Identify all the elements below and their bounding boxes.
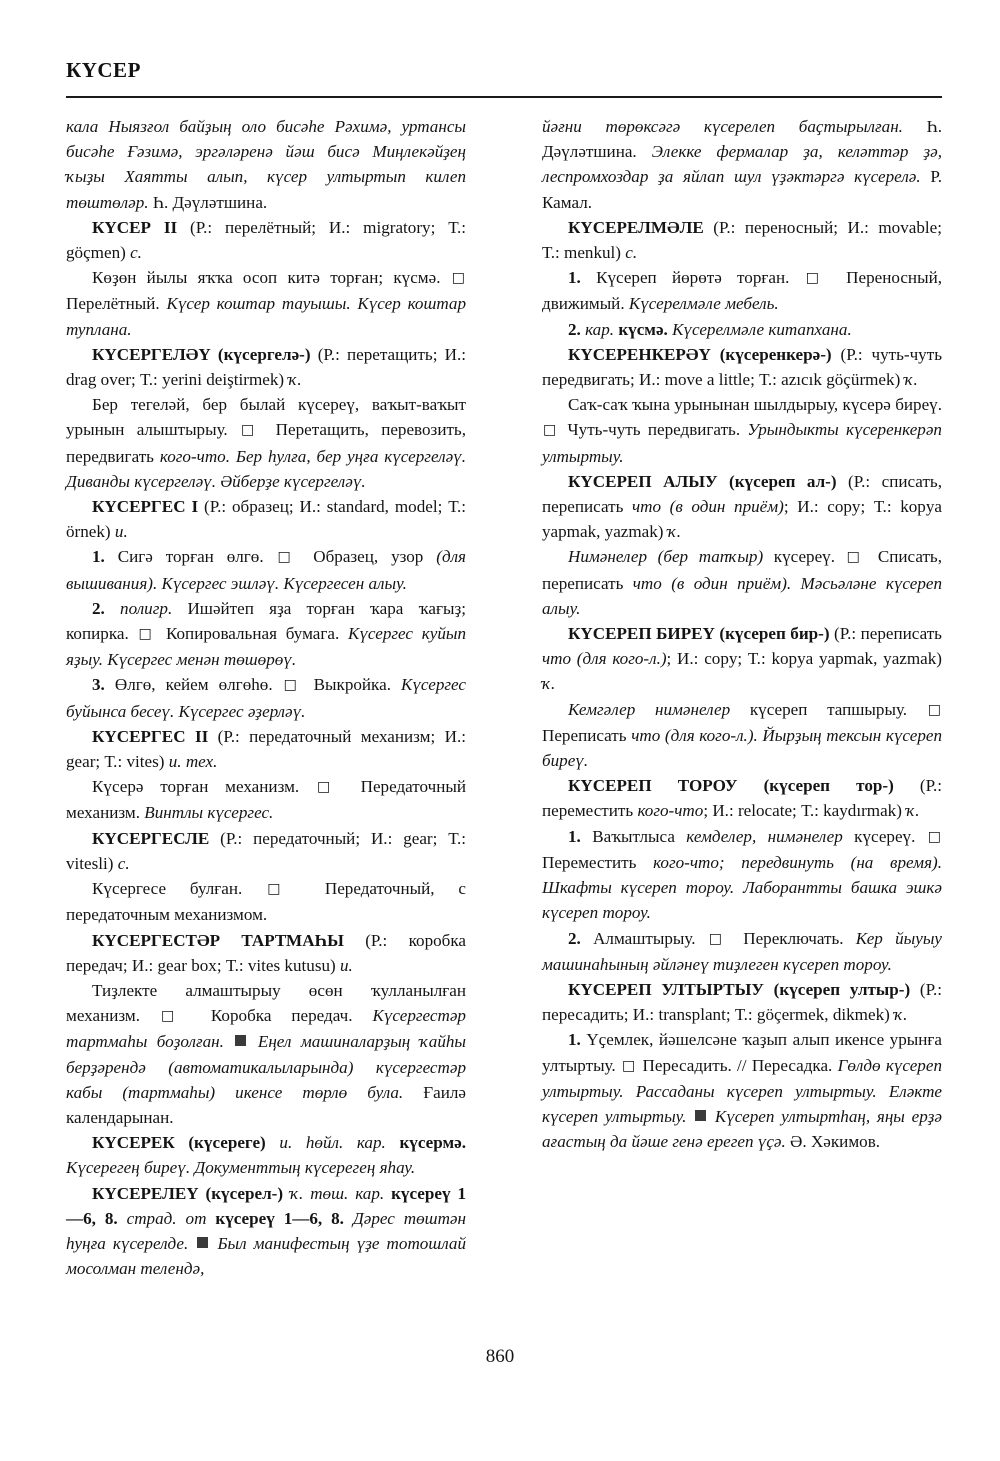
entry-paragraph <box>66 774 466 825</box>
headword: КҮСЕРГЕС I <box>92 497 199 517</box>
roman-text: Копировальная бумага. <box>157 624 348 644</box>
block-marker <box>195 1234 217 1253</box>
block-marker <box>233 1032 257 1051</box>
italic-text: кемделер, нимәнелер <box>686 826 843 846</box>
italic-text: ҡ. <box>904 370 918 390</box>
entry-paragraph <box>66 826 466 876</box>
filled-block-icon <box>197 1237 208 1248</box>
roman-text: ; И.: copy; Т.: kopya yapmak, yazmak) <box>542 497 942 542</box>
italic-text: ҡ. <box>894 1005 908 1025</box>
roman-text: Пересадить. // Пересадка. <box>637 1055 838 1075</box>
left-text-column <box>66 114 466 1324</box>
italic-text: Күсергес куйып яҙыу. Күсергес менән төшөрөү. <box>66 624 466 670</box>
roman-text: (Р.: чуть-чуть передвигать; И.: move a little; Т.: azıcık göçürmek) <box>542 344 942 390</box>
headword: КҮСЕРГЕСТӘР ТАРТМАҺЫ <box>92 930 344 950</box>
entry-paragraph <box>542 342 942 392</box>
right-text-column <box>542 114 942 1324</box>
open-square-icon: □ <box>927 701 941 718</box>
entry-paragraph <box>66 672 466 723</box>
italic-text: Күсерелмәле мебель. <box>628 294 779 314</box>
roman-text: (Р.: образец; И.: standard, model; Т.: örnek) <box>66 497 466 542</box>
roman-text: Переписать <box>542 725 632 745</box>
headword: КҮСЕРГЕЛӘҮ (күсергелә-) <box>92 344 311 364</box>
headword: КҮСЕРЕП БИРЕҮ (күсереп бир-) <box>568 624 830 644</box>
open-square-icon: □ <box>846 549 867 566</box>
roman-text: Ә. Хәкимов. <box>785 1132 881 1152</box>
italic-text: что (для кого-л.). Йырҙың тексын күсереп биреү. <box>542 725 942 771</box>
headword: 2. <box>568 928 581 948</box>
headword: КҮСЕРЕП ТОРОУ (күсереп тор-) <box>568 776 894 796</box>
entry-paragraph <box>542 977 942 1027</box>
roman-text: Күсерә торған механизм. <box>92 777 316 797</box>
italic-text: Урындыкты күсеренкерәп ултыртыу. <box>542 420 942 466</box>
headword: 1. <box>568 826 581 846</box>
roman-text: күсереп тапшырыу. <box>730 699 927 719</box>
italic-text: Күсереп ултыртһаң, яңы ерҙә ағастың да йәше генә ерегеп үҫә. <box>542 1106 942 1152</box>
entry-paragraph <box>542 215 942 265</box>
roman-text: (Р.: переносный; И.: movable; Т.: menkul) <box>542 217 942 263</box>
roman-text: Алмаштырыу. <box>580 928 708 948</box>
entry-paragraph <box>66 724 466 774</box>
roman-text: ; И.: copy; Т.: kopya yapmak, yazmak) <box>666 649 942 669</box>
italic-text: Винтлы күсергес. <box>144 803 274 823</box>
headword: КҮСЕРГЕС II <box>92 726 209 746</box>
entry-paragraph <box>542 114 942 215</box>
headword: 3. <box>92 675 105 695</box>
roman-text: Коробка передач. <box>190 1006 373 1026</box>
open-square-icon: □ <box>543 422 560 439</box>
open-square-icon: □ <box>805 270 830 287</box>
roman-text: Переносный, движимый. <box>542 268 942 314</box>
italic-text: Кемгәлер нимәнелер <box>568 699 731 719</box>
italic-text: йәғни төрөксәгә күсерелеп баҫтырылған. <box>542 117 903 136</box>
entry-paragraph <box>66 342 466 392</box>
entry-paragraph <box>542 621 942 697</box>
entry-paragraph <box>542 469 942 545</box>
roman-text: күсереү. <box>763 547 846 567</box>
entry-paragraph <box>542 265 942 316</box>
italic-text: Кер йыуыу машинаһының әйләнеү тиҙлеген күсереп тороу. <box>542 928 942 974</box>
headword: күсмә. <box>614 319 668 339</box>
open-square-icon: □ <box>283 677 303 694</box>
entry-paragraph <box>542 773 942 823</box>
italic-text: Еңел машиналарҙың ҡайһы берҙәрендә (автоматикалыларында) күсергестәр кабы (тартмаһы) икенсе төрлө була. <box>66 1032 466 1102</box>
headword: күсереү 1—6, 8. <box>66 1183 466 1228</box>
entry-paragraph <box>542 697 942 774</box>
roman-text: Ваҡытлыса <box>580 826 687 846</box>
italic-text: с. <box>130 243 142 263</box>
italic-text: ҡ. <box>667 522 682 542</box>
italic-text: Дәрес төштән һуңға күсерелде. <box>66 1208 467 1253</box>
entry-paragraph <box>66 1181 466 1282</box>
italic-text: ҡ. <box>288 370 302 390</box>
headword: күсереү 1—6, 8. <box>206 1208 344 1228</box>
roman-text: (Р.: коробка передач; И.: gear box; Т.: vites kutusu) <box>66 930 466 975</box>
italic-text: ҡ. төш. кар. <box>283 1183 385 1203</box>
block-marker <box>693 1107 715 1126</box>
headword: 1. <box>92 547 105 567</box>
roman-text: Саҡ-саҡ ҡына урынынан шылдырыу, күсерә биреү. <box>568 395 942 415</box>
italic-text: Күсергестәр тартмаһы боҙолған. <box>66 1006 466 1052</box>
italic-text: ҡ. <box>906 801 920 821</box>
entry-paragraph <box>66 494 466 544</box>
roman-text: (Р.: перелётный; И.: migratory; Т.: göçmen) <box>66 217 466 263</box>
entry-paragraph <box>542 544 942 621</box>
filled-block-icon <box>695 1110 706 1121</box>
roman-text: Перелётный. <box>66 294 167 314</box>
entry-paragraph <box>66 928 466 978</box>
entry-paragraph <box>66 978 466 1130</box>
italic-text: Күсергес буйынса бесеү. Күсергес әҙерләү. <box>66 675 466 721</box>
roman-text: Р. Камал. <box>542 167 942 212</box>
headword: күсермә. <box>385 1133 466 1153</box>
roman-text: күсереү. <box>842 826 927 846</box>
italic-text: Күсерегең биреү. Документтың күсерегең яһау. <box>66 1158 416 1178</box>
italic-text: и. тех. <box>168 752 218 772</box>
open-square-icon: □ <box>317 779 343 796</box>
headword: 2. <box>92 598 105 618</box>
open-square-icon: □ <box>267 881 301 898</box>
roman-text: Передаточный механизм. <box>66 777 467 823</box>
open-square-icon: □ <box>277 549 300 566</box>
roman-text: Бер тегеләй, бер былай күсереү, ваҡыт-ваҡыт урынын алыштырыу. <box>66 395 466 440</box>
open-square-icon: □ <box>241 422 263 439</box>
headword: КҮСЕРЕК (күсереге) <box>92 1133 266 1153</box>
roman-text: Передаточный, с передаточным механизмом. <box>66 879 467 925</box>
roman-text: Тиҙлекте алмаштырыу өсөн ҡулланылған механизм. <box>66 980 466 1026</box>
entry-paragraph <box>66 215 466 265</box>
italic-text: кала Ныязғол байҙың оло бисәһе Рәхимә, уртансы бисәһе Ғәзимә, эргәләренә йәш бисә Миңлекәйҙең ҡыҙы Хаятты алып, күсер ултыртып килеп төштөләр. <box>66 117 466 212</box>
roman-text: Ғаилә календарынан. <box>66 1082 466 1127</box>
running-head: КҮСЕР <box>66 58 141 82</box>
entry-paragraph <box>542 824 942 926</box>
italic-text: (для вышивания). Күсергес эшләү. Күсергесен алыу. <box>66 547 466 593</box>
headword: 1. <box>568 1030 581 1050</box>
roman-text: Выкройка. <box>303 675 401 695</box>
italic-text: и. <box>340 955 353 975</box>
roman-text: Күсереп йөрөтә торған. <box>580 268 805 288</box>
italic-text: Күсерелмәле китапхана. <box>667 319 852 339</box>
entry-paragraph <box>66 114 466 215</box>
roman-text: (Р.: переместить <box>542 776 942 821</box>
roman-text: (Р.: переписать <box>829 624 942 644</box>
headword: 1. <box>568 268 581 288</box>
open-square-icon: □ <box>451 270 465 287</box>
italic-text: кого-что. Бер һулға, бер уңға күсергеләү. Диванды күсергеләү. Әйберҙе күсергеләү. <box>66 446 466 491</box>
open-square-icon: □ <box>621 1057 637 1074</box>
entry-paragraph <box>66 596 466 673</box>
roman-text: Ишәйтеп яҙа торған ҡара ҡағыҙ; копирка. <box>66 598 466 644</box>
italic-text: с. <box>625 243 638 263</box>
roman-text: (Р.: передаточный механизм; И.: gear; Т.: vites) <box>66 726 466 772</box>
roman-text: Образец, узор <box>300 547 437 567</box>
roman-text: (Р.: передаточный; И.: gear; Т.: vitesli) <box>66 828 466 873</box>
entry-paragraph <box>542 926 942 977</box>
italic-text: ҡ. <box>542 674 556 694</box>
roman-text: Һ. Дәүләтшина. <box>148 192 268 212</box>
open-square-icon: □ <box>708 930 730 947</box>
roman-text: Чуть-чуть передвигать. <box>560 420 748 440</box>
roman-text: Өлгө, кейем өлгөһө. <box>104 675 283 695</box>
roman-text: Үҫемлек, йәшелсәне ҡаҙып алып икенсе урынға ултыртыу. <box>542 1030 942 1075</box>
italic-text: что (для кого-л.) <box>542 649 667 669</box>
entry-paragraph <box>542 317 942 342</box>
roman-text: (Р.: пересадить; И.: transplant; Т.: göçermek, dikmek) <box>542 979 942 1025</box>
roman-text: Күсергесе булған. <box>92 879 267 899</box>
roman-text: ; И.: relocate; Т.: kaydırmak) <box>703 801 907 821</box>
roman-text: Көҙөн йылы яҡҡа осоп китә торған; күсмә. <box>92 268 451 288</box>
italic-text: и. <box>114 522 128 542</box>
italic-text: кого-что <box>637 801 704 821</box>
filled-block-icon <box>235 1035 246 1046</box>
roman-text: Переместить <box>542 852 654 872</box>
headword: КҮСЕРЕП УЛТЫРТЫУ (күсереп ултыр-) <box>568 979 911 999</box>
headword: КҮСЕРЕП АЛЫУ (күсереп ал-) <box>568 471 837 491</box>
headword: КҮСЕР II <box>92 217 178 237</box>
italic-text: Был манифестың үҙе тотошлай мосолман телендә, <box>66 1233 466 1279</box>
headword: КҮСЕРГЕСЛЕ <box>92 828 210 848</box>
italic-text: Нимәнелер (бер тапҡыр) <box>568 547 764 567</box>
roman-text: (Р.: перетащить; И.: drag over; Т.: yerini deiştirmek) <box>66 344 467 390</box>
entry-paragraph <box>66 265 466 342</box>
italic-text: что (в один приём) <box>632 497 784 517</box>
entry-paragraph <box>66 544 466 595</box>
roman-text: Сигә торған өлгө. <box>104 547 277 567</box>
italic-text: кого-что; передвинуть (на время). Шкафты күсереп тороу. Лаборантты башка эшкә күсереп тороу. <box>542 852 942 923</box>
italic-text: с. <box>117 853 130 873</box>
entry-paragraph <box>66 876 466 927</box>
italic-text: и. һөйл. кар. <box>265 1133 386 1153</box>
open-square-icon: □ <box>927 828 941 845</box>
roman-text: (Р.: списать, переписать <box>542 471 942 517</box>
italic-text: Элекке фермалар ҙа, келәттәр ҙә, леспромхоздар ҙа яйлап шул үҙәктәргә күсерелә. <box>542 142 942 187</box>
two-column-body <box>66 114 942 1324</box>
open-square-icon: □ <box>160 1008 190 1025</box>
italic-text: Күсер коштар тауышы. Күсер коштар туплана. <box>66 294 467 339</box>
entry-paragraph <box>66 392 466 494</box>
italic-text: страд. от <box>117 1208 207 1228</box>
italic-text: кар. <box>580 319 615 339</box>
roman-text: Списать, переписать <box>542 547 942 593</box>
italic-text: полигр. <box>104 598 173 618</box>
entry-paragraph <box>542 1027 942 1154</box>
italic-text: Гөлдө күсереп ултыртыу. Рассаданы күсереп ултыртыу. Еләкте күсереп ултыртыу. <box>542 1055 942 1126</box>
roman-text: Перетащить, перевозить, передвигать <box>66 420 466 466</box>
headword: КҮСЕРЕНКЕРӘҮ (күсеренкерә-) <box>568 344 832 364</box>
open-square-icon: □ <box>138 626 157 643</box>
roman-text: Һ. Дәүләтшина. <box>542 117 943 162</box>
headword: 2. <box>568 319 581 339</box>
entry-paragraph <box>66 1130 466 1180</box>
entry-paragraph <box>542 392 942 469</box>
page-number: 860 <box>485 1346 515 1367</box>
headword: КҮСЕРЕЛЕҮ (күсерел-) <box>92 1183 284 1203</box>
italic-text: что (в один приём). Мәсьәләне күсереп алыу. <box>542 573 942 618</box>
header-divider-rule <box>66 96 942 98</box>
headword: КҮСЕРЕЛМӘЛЕ <box>568 217 704 237</box>
roman-text: Переключать. <box>730 928 856 948</box>
